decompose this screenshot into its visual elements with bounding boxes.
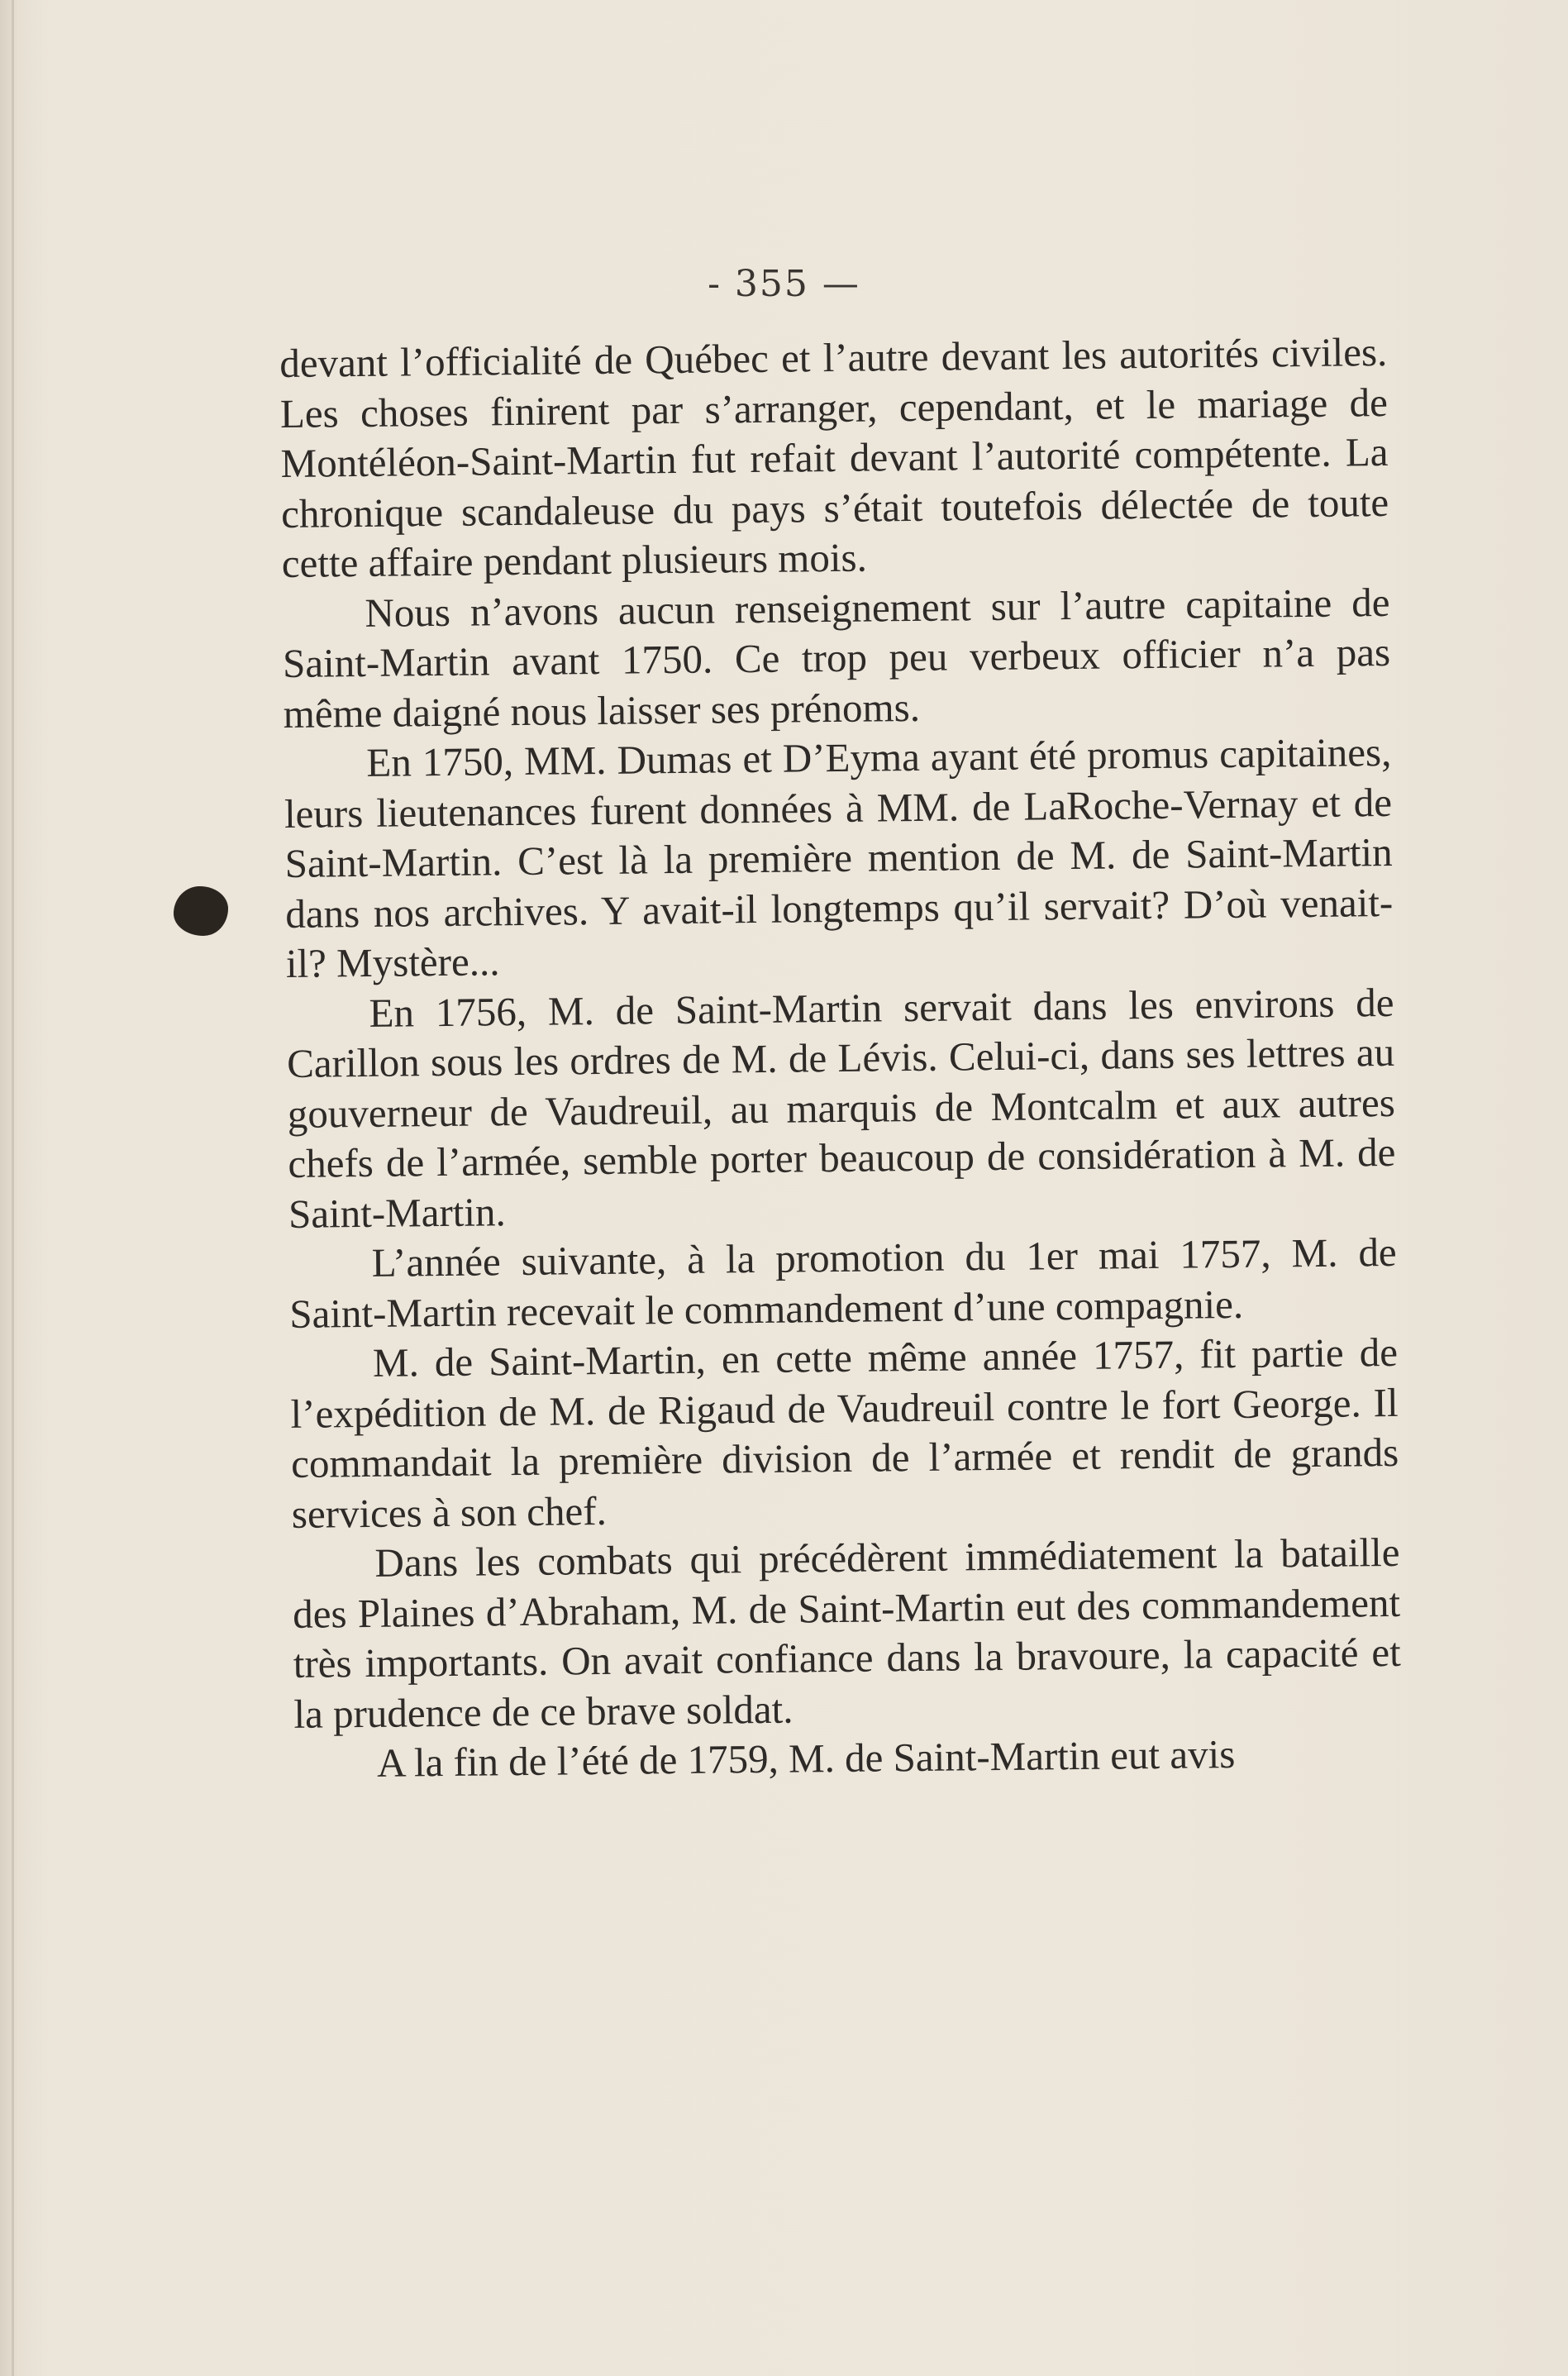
page-gutter	[12, 0, 14, 2376]
page-number: - 355 —	[708, 263, 860, 305]
ink-blot	[174, 886, 228, 936]
paragraph-2: Nous n’avons aucun renseignement sur l’autre capitaine de Saint-Martin avant 1750. Ce trop peu verbeux officier n’a pas même daigné nous laisser ses prénoms.	[282, 579, 1391, 737]
paragraph-3: En 1750, MM. Dumas et D’Eyma ayant été promus capitaines, leurs lieutenances furent données à MM. de LaRoche-Vernay et de Saint-Martin. C’est là la première mention de M. de Saint-Martin dans nos archives. Y avait-il longtemps qu’il servait? D’où venait-il? Mystère...	[284, 728, 1394, 986]
body-text	[279, 327, 1402, 1789]
paragraph-6: M. de Saint-Martin, en cette même année 1757, fit partie de l’expédition de M. de Rigaud de Vaudreuil contre le fort George. Il commandait la première division de l’armée et rendit de grands services à son chef.	[290, 1329, 1399, 1537]
paragraph-7: Dans les combats qui précédèrent immédiatement la bataille des Plaines d’Abraham, M. de Saint-Martin eut des commandement très importants. On avait confiance dans la bravoure, la capacité et la prudence de ce brave soldat.	[292, 1529, 1401, 1737]
paragraph-1: devant l’officialité de Québec et l’autre devant les autorités civiles. Les choses finirent par s’arranger, cependant, et le mariage de Montéléon-Saint-Martin fut refait devant l’autorité compétente. La chronique scandaleuse du pays s’était toutefois délectée de toute cette affaire pendant plusieurs mois.	[279, 328, 1389, 586]
paragraph-8: A la fin de l’été de 1759, M. de Saint-Martin eut avis	[376, 1730, 1236, 1786]
paragraph-4: En 1756, M. de Saint-Martin servait dans les environs de Carillon sous les ordres de M. de Lévis. Celui-ci, dans ses lettres au gouverneur de Vaudreuil, au marquis de Montcalm et aux autres chefs de l’armée, semble porter beaucoup de considération à M. de Saint-Martin.	[286, 979, 1396, 1237]
paragraph-5: L’année suivante, à la promotion du 1er mai 1757, M. de Saint-Martin recevait le commandement d’une compagnie.	[289, 1229, 1397, 1337]
